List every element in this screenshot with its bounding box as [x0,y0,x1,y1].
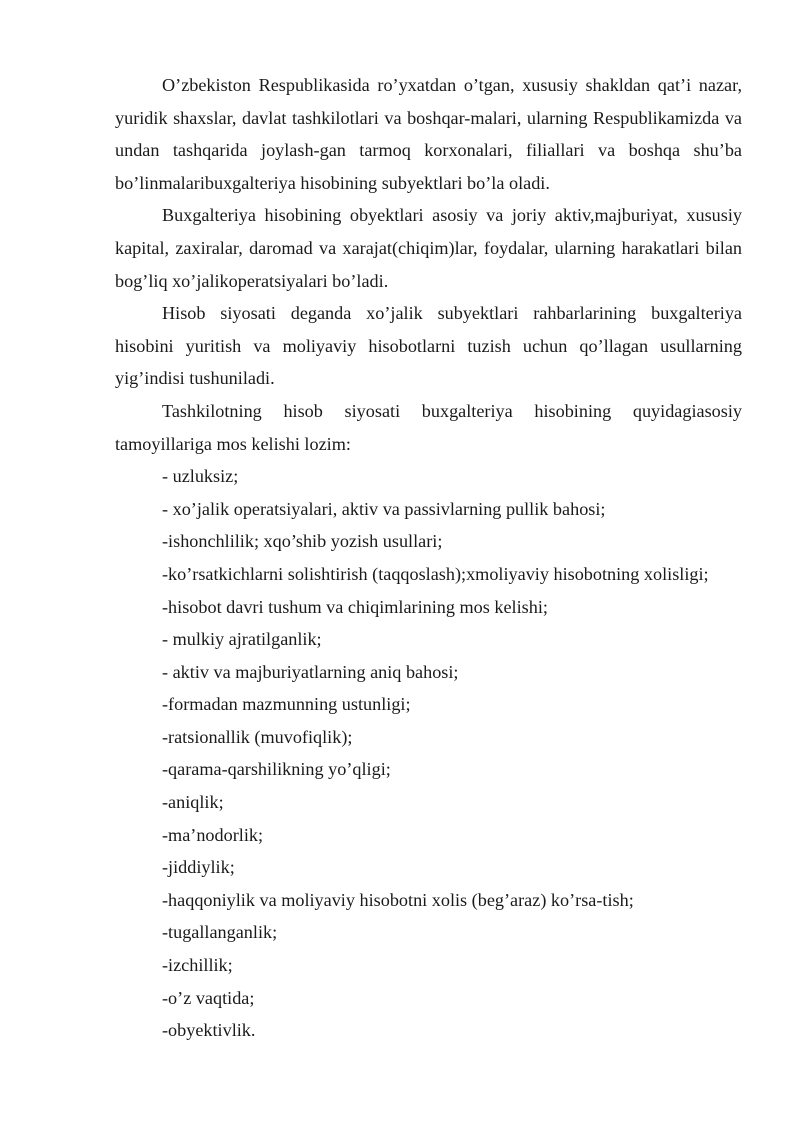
list-item: -hisobot davri tushum va chiqimlarining mos kelishi; [162,596,548,617]
list-item: -aniqlik; [162,792,224,813]
list-item: - aktiv va majburiyatlarning aniq bahosi; [162,661,459,682]
paragraph-accounting-policy: Hisob siyosati deganda xo’jalik subyektlari rahbarlarining buxgalteriya hisobini yuritish va moliyaviy hisobotlarni tuzish uchun qo’llagan usullarning yig’indisi tushuniladi. [115,303,742,389]
list-item: -haqqoniylik va moliyaviy hisobotni xolis (beg’araz) ko’rsa-tish; [162,889,634,910]
list-item: -ratsionallik (muvofiqlik); [162,726,353,747]
list-item: -qarama-qarshilikning yo’qligi; [162,759,391,780]
list-item: -jiddiylik; [162,857,235,878]
document-body [115,69,742,1047]
paragraph-principles-intro: Tashkilotning hisob siyosati buxgalteriya hisobining quyidagiasosiy tamoyillariga mos kelishi lozim: [115,400,742,454]
list-item: -izchillik; [162,955,233,976]
list-item: -obyektivlik. [162,1020,256,1041]
list-item: -ko’rsatkichlarni solishtirish (taqqoslash);xmoliyaviy hisobotning xolisligi; [162,563,709,584]
list-item: -formadan mazmunning ustunligi; [162,694,411,715]
list-item: - xo’jalik operatsiyalari, aktiv va passivlarning pullik bahosi; [162,498,606,519]
list-item: -ma’nodorlik; [162,824,264,845]
list-item: - uzluksiz; [162,466,239,487]
list-item: -ishonchlilik; xqo’shib yozish usullari; [162,531,443,552]
principles-list [115,460,742,1047]
paragraph-subjects: O’zbekiston Respublikasida ro’yxatdan o’tgan, xususiy shakldan qat’i nazar, yuridik shaxslar, davlat tashkilotlari va boshqar-malari, ularning Respublikamizda va undan tashqarida joylash-gan tarmoq korxonalari, filiallari va boshqa shu’ba bo’linmalaribuxgalteriya hisobining subyektlari bo’la oladi. [115,75,742,193]
paragraph-objects: Buxgalteriya hisobining obyektlari asosiy va joriy aktiv,majburiyat, xususiy kapital, zaxiralar, daromad va xarajat(chiqim)lar, foydalar, ularning harakatlari bilan bog’liq xo’jalikoperatsiyalari bo’ladi. [115,205,742,291]
list-item: - mulkiy ajratilganlik; [162,629,322,650]
list-item: -tugallanganlik; [162,922,278,943]
list-item: -o’z vaqtida; [162,987,255,1008]
